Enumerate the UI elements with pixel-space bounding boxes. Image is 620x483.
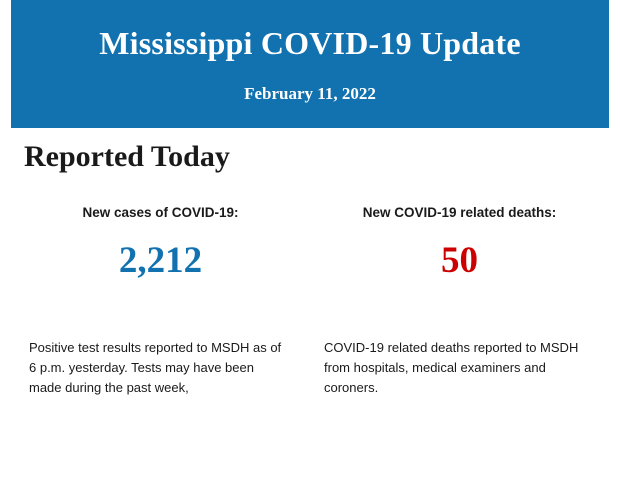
stat-new-deaths-description: COVID-19 related deaths reported to MSDH from hospitals, medical examiners and coroners. (324, 340, 579, 396)
descriptions-row (11, 338, 609, 398)
stat-new-cases-description: Positive test results reported to MSDH as of 6 p.m. yesterday. Tests may have been made during the past week, (29, 340, 282, 396)
stat-new-cases-label: New cases of COVID-19: (82, 205, 239, 220)
stat-new-deaths-label: New COVID-19 related deaths: (362, 205, 557, 220)
stats-row (11, 205, 609, 279)
report-date: February 11, 2022 (244, 83, 376, 103)
page-title: Mississippi COVID-19 Update (99, 24, 521, 61)
stat-new-cases (11, 205, 310, 279)
stat-new-cases-value: 2,212 (118, 240, 203, 281)
stat-new-deaths (310, 205, 609, 279)
stat-new-deaths-value: 50 (441, 240, 478, 281)
section-title: Reported Today (24, 140, 230, 173)
header-banner (11, 0, 609, 128)
